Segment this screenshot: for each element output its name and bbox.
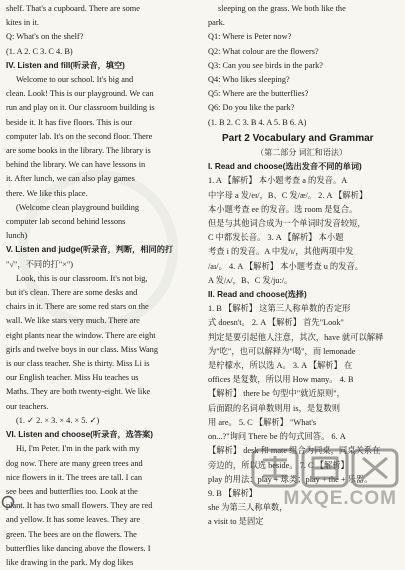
- section-heading-ii: II. Read and choose(选择): [208, 290, 307, 300]
- text-line: are some books in the library. The library is: [6, 146, 151, 156]
- explanation-line: 中字母 a 发/eɪ/，B、C 发/æ/。 2. A 【解析】: [208, 190, 368, 200]
- text-line: shelf. That's a cupboard. There are some: [6, 4, 140, 13]
- question-line: Q1: Where is Peter now?: [208, 32, 292, 42]
- explanation-line: 1. B 【解析】 这第三人称单数的否定形: [208, 304, 351, 314]
- explanation-line: C 中都发长音。 3. A 【解析】 本小题: [208, 233, 344, 243]
- question-line: Q6: Do you like the park?: [208, 103, 295, 113]
- section-heading-vi: VI. Listen and choose(听录音，选答案): [6, 430, 153, 440]
- answer-line: (1. ✓ 2. × 3. × 4. × 5. ✓): [16, 415, 100, 425]
- text-line: our teachers.: [6, 401, 49, 411]
- text-line: beside it. It has five floors. This is our: [6, 117, 133, 127]
- text-line: girls and twelve boys in our class. Miss Wang: [6, 344, 158, 354]
- text-line: and yellow. It has some leaves. They are: [6, 515, 141, 525]
- explanation-line: 【解析】 desk 和 mate 组合为同桌，同桌关系在: [208, 446, 381, 456]
- text-line: Maths. They are both twenty-eight. We like: [6, 387, 151, 397]
- section-heading-v: V. Listen and judge(听录音，判断，相同的打: [6, 245, 174, 255]
- question-line: Q5: Where are the butterflies?: [208, 89, 309, 99]
- answer-line: (1. A 2. C 3. C 4. B): [6, 46, 73, 56]
- explanation-line: 旁边的，所以选 beside。 7. C 【解析】: [208, 460, 349, 470]
- text-line: dog now. There are many green trees and: [6, 458, 143, 468]
- explanation-line: 式 doesn't。 2. A 【解析】 首先"Look": [208, 318, 344, 328]
- explanation-line: 是柠檬水，所以选 A。 3. A 【解析】 在: [208, 361, 353, 371]
- explanation-line: 本小题考查 ee 的发音。选 room 是复合。: [208, 204, 358, 214]
- explanation-line: 但是与其他词合成为一个单词时发音较短，: [208, 219, 366, 229]
- text-line: Welcome to our school. It's big and: [16, 75, 134, 85]
- explanation-line: 【解析】 there be 句型中"就近原则"，: [208, 389, 345, 399]
- explanation-line: /aɪ/。 4. A 【解析】 本小题考查 u 的发音。: [208, 261, 364, 271]
- text-line: it. After lunch, we can also play games: [6, 174, 135, 184]
- section-heading-iv: IV. Listen and fill(听录音，填空): [6, 60, 125, 70]
- text-line: is our class teacher. She is thirty. Miss Li is: [6, 359, 150, 369]
- text-line: see bees and butterflies too. Look at the: [6, 486, 138, 496]
- explanation-line: she 为第三人称单数，: [208, 503, 288, 513]
- explanation-line: 为"吃"，也可以解释为"喝"，而 lemonade: [208, 346, 356, 356]
- explanation-line: 考查 i 的发音。A 中发/ɪ/，其他两项中发: [208, 247, 354, 257]
- explanation-line: a visit to 是固定: [208, 517, 264, 527]
- explanation-line: 9. B 【解析】: [208, 488, 258, 498]
- page-corner-icon: [1, 495, 15, 509]
- text-line: our English teacher. Miss Hu teaches us: [6, 373, 139, 383]
- text-line: but it's clean. There are some desks and: [6, 288, 138, 298]
- text-line: park.: [208, 18, 225, 28]
- text-line: nice flowers in it. The trees are tall. I can: [6, 472, 142, 482]
- watermark-url: MXQE.COM: [283, 488, 397, 509]
- text-line: kites in it.: [6, 18, 39, 28]
- text-line: Look, this is our classroom. It's not big,: [16, 273, 148, 283]
- explanation-line: 用 are。 5. C 【解析】 "What's: [208, 417, 317, 427]
- text-line: computer lab. It's on the second floor. There: [6, 131, 153, 141]
- text-line: there. We like this place.: [6, 188, 88, 198]
- explanation-line: 1. A 【解析】 本小题考查 a 的发音。A: [208, 176, 348, 186]
- question-line: Q: What's on the shelf?: [6, 32, 84, 42]
- text-line: plant. It has two small flowers. They are red: [6, 501, 153, 511]
- text-line: like drawing in the park. My dog likes: [6, 557, 134, 567]
- watermark-logo: [251, 446, 401, 490]
- explanation-line: 后面跟的名词单数则用 is，是复数则: [208, 403, 341, 413]
- part-title: Part 2 Vocabulary and Grammar: [222, 132, 374, 144]
- answer-line: (1. B 2. C 3. B 4. A 5. B 6. A): [208, 117, 307, 127]
- part-subtitle: （第二部分 词汇和语法）: [256, 148, 348, 158]
- text-line: butterflies like dancing above the flowers. I: [6, 543, 151, 553]
- text-line: sleeping on the grass. We both like the: [218, 4, 346, 13]
- answer-line: lunch): [6, 231, 28, 241]
- text-line: run and play on it. Our classroom building is: [6, 103, 155, 113]
- text-line: eight plants near the window. There are eight: [6, 330, 156, 340]
- text-line: wall. We like stars very much. There are: [6, 316, 140, 326]
- question-line: Q2: What colour are the flowers?: [208, 46, 319, 56]
- answer-line: (Welcome clean playground building: [16, 202, 140, 212]
- explanation-line: offices 是复数，所以用 How many。 4. B: [208, 375, 354, 385]
- text-line: behind the library. We can have lessons in: [6, 160, 146, 170]
- explanation-line: A 发/ʌ/，B、C 发/ju:/。: [208, 275, 293, 285]
- explanation-line: play 的用法：play + 球类；play + the + 乐器。: [208, 474, 373, 484]
- left-column: [6, 2, 196, 570]
- text-line: Hi, I'm Peter. I'm in the park with my: [16, 444, 140, 454]
- text-line: "√"，不同的打"×"): [6, 259, 74, 269]
- question-line: Q4: Who likes sleeping?: [208, 75, 290, 85]
- text-line: green. The bees are on the flowers. The: [6, 529, 137, 539]
- explanation-line: 判定是要引起他人注意，其次，have 就可以解释: [208, 332, 384, 342]
- section-heading-i: I. Read and choose(选出发音不同的单词): [208, 162, 362, 172]
- explanation-line: on...?"询问 There be 的句式回答。 6. A: [208, 432, 346, 442]
- question-line: Q3: Can you see birds in the park?: [208, 60, 323, 70]
- text-line: clean. Look! This is our playground. We can: [6, 89, 154, 99]
- answer-line: computer lab second behind lessons: [6, 217, 126, 227]
- text-line: chairs in it. There are some red stars on the: [6, 302, 149, 312]
